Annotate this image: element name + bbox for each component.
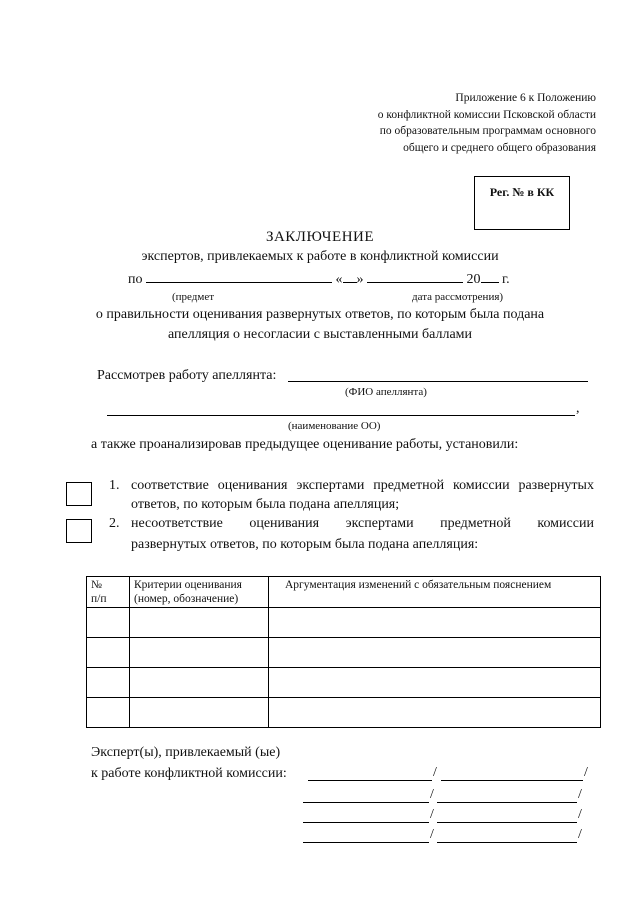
signature-slash: / [584,765,588,780]
table-header-row [87,577,601,608]
cell-number[interactable] [87,698,130,728]
cell-number[interactable] [87,608,130,638]
header-criteria [130,577,269,608]
subject-date-line [128,270,558,288]
expert-signature-field[interactable] [437,802,577,803]
school-comma: , [576,401,580,416]
option-word: оценивания [249,516,320,531]
appendix-line: Приложение 6 к Положению [455,92,596,104]
school-name-field[interactable] [107,415,575,416]
header-text: Критерии оценивания [134,579,242,591]
registration-box[interactable] [474,176,570,230]
option-word: предметной [440,516,511,531]
option-1-checkbox[interactable] [66,482,92,506]
expert-signature-field[interactable] [441,780,583,781]
cell-argumentation[interactable] [269,668,601,698]
option-word: несоответствие [131,516,223,531]
signature-line-1: Эксперт(ы), привлекаемый (ые) [91,745,281,760]
title-subline: экспертов, привлекаемых к работе в конфликтной комиссии [141,249,499,264]
option-word: экспертами [345,516,414,531]
signature-slash: / [430,787,434,802]
signature-slash: / [578,807,582,822]
option-2-text-line-2: развернутых ответов, по которым была подана апелляция: [131,537,479,552]
document-title: ЗАКЛЮЧЕНИЕ [265,229,375,245]
option-1-text-line-1 [131,478,594,494]
year-prefix: 20 [466,272,481,287]
cell-argumentation[interactable] [269,698,601,728]
hint-oo: (наименование ОО) [288,420,381,432]
appendix-line: по образовательным программам основного [379,125,596,137]
review-label: Рассмотрев работу апеллянта: [97,368,277,383]
option-word: развернутых [518,478,594,493]
cell-criteria[interactable] [130,698,269,728]
day-field[interactable] [343,270,357,283]
table-row [87,608,601,638]
purpose-line-2: апелляция о несогласии с выставленными баллами [167,327,473,342]
quote-open: « [335,272,343,287]
header-text: (номер, обозначение) [134,593,239,605]
cell-criteria[interactable] [130,668,269,698]
expert-signature-field[interactable] [437,822,577,823]
table-row [87,698,601,728]
option-2-text-line-1 [131,516,594,532]
option-2-number: 2. [109,516,120,531]
year-suffix: г. [502,272,510,287]
signature-line-2: к работе конфликтной комиссии: [91,766,287,781]
option-word: экспертами [296,478,365,493]
quote-close: » [356,272,364,287]
criteria-table [86,576,601,728]
hint-fio: (ФИО апеллянта) [345,386,427,398]
header-argumentation [269,577,601,608]
cell-criteria[interactable] [130,608,269,638]
option-word: соответствие [131,478,209,493]
header-text: Аргументация изменений с обязательным пояснением [285,579,552,591]
appendix-note [340,90,596,156]
signature-slash: / [430,807,434,822]
appendix-line: о конфликтной комиссии Псковской области [377,108,596,121]
option-word: оценивания [217,478,288,493]
year-field[interactable] [481,270,499,283]
expert-signature-field[interactable] [437,842,577,843]
expert-name-field[interactable] [303,802,429,803]
analysis-line: а также проанализировав предыдущее оценивание работы, установили: [91,437,519,452]
expert-name-field[interactable] [303,842,429,843]
option-2-checkbox[interactable] [66,519,92,543]
registration-label: Рег. № в КК [489,185,555,199]
cell-number[interactable] [87,668,130,698]
header-text: № [91,579,102,591]
option-word: предметной [373,478,445,493]
purpose-line-1: о правильности оценивания развернутых ответов, по которым была подана [95,307,545,322]
signature-slash: / [433,765,437,780]
hint-date: дата рассмотрения) [412,291,504,303]
cell-criteria[interactable] [130,638,269,668]
appendix-line: общего и среднего общего образования [403,141,596,154]
option-word: комиссии [452,478,510,493]
option-1-number: 1. [109,478,120,493]
table-row [87,638,601,668]
signature-slash: / [578,787,582,802]
hint-subject: (предмет [172,291,215,303]
month-field[interactable] [367,270,463,283]
cell-argumentation[interactable] [269,638,601,668]
header-text: п/п [91,593,107,605]
table-row [87,668,601,698]
subject-field[interactable] [146,270,332,283]
expert-name-field[interactable] [303,822,429,823]
cell-argumentation[interactable] [269,608,601,638]
option-word: комиссии [537,516,594,531]
expert-name-field[interactable] [308,780,432,781]
option-1-text-line-2: ответов, по которым была подана апелляция; [131,497,400,512]
header-number [87,577,130,608]
appellant-name-field[interactable] [288,381,588,382]
signature-slash: / [578,827,582,842]
po-label: по [128,272,143,287]
signature-slash: / [430,827,434,842]
cell-number[interactable] [87,638,130,668]
